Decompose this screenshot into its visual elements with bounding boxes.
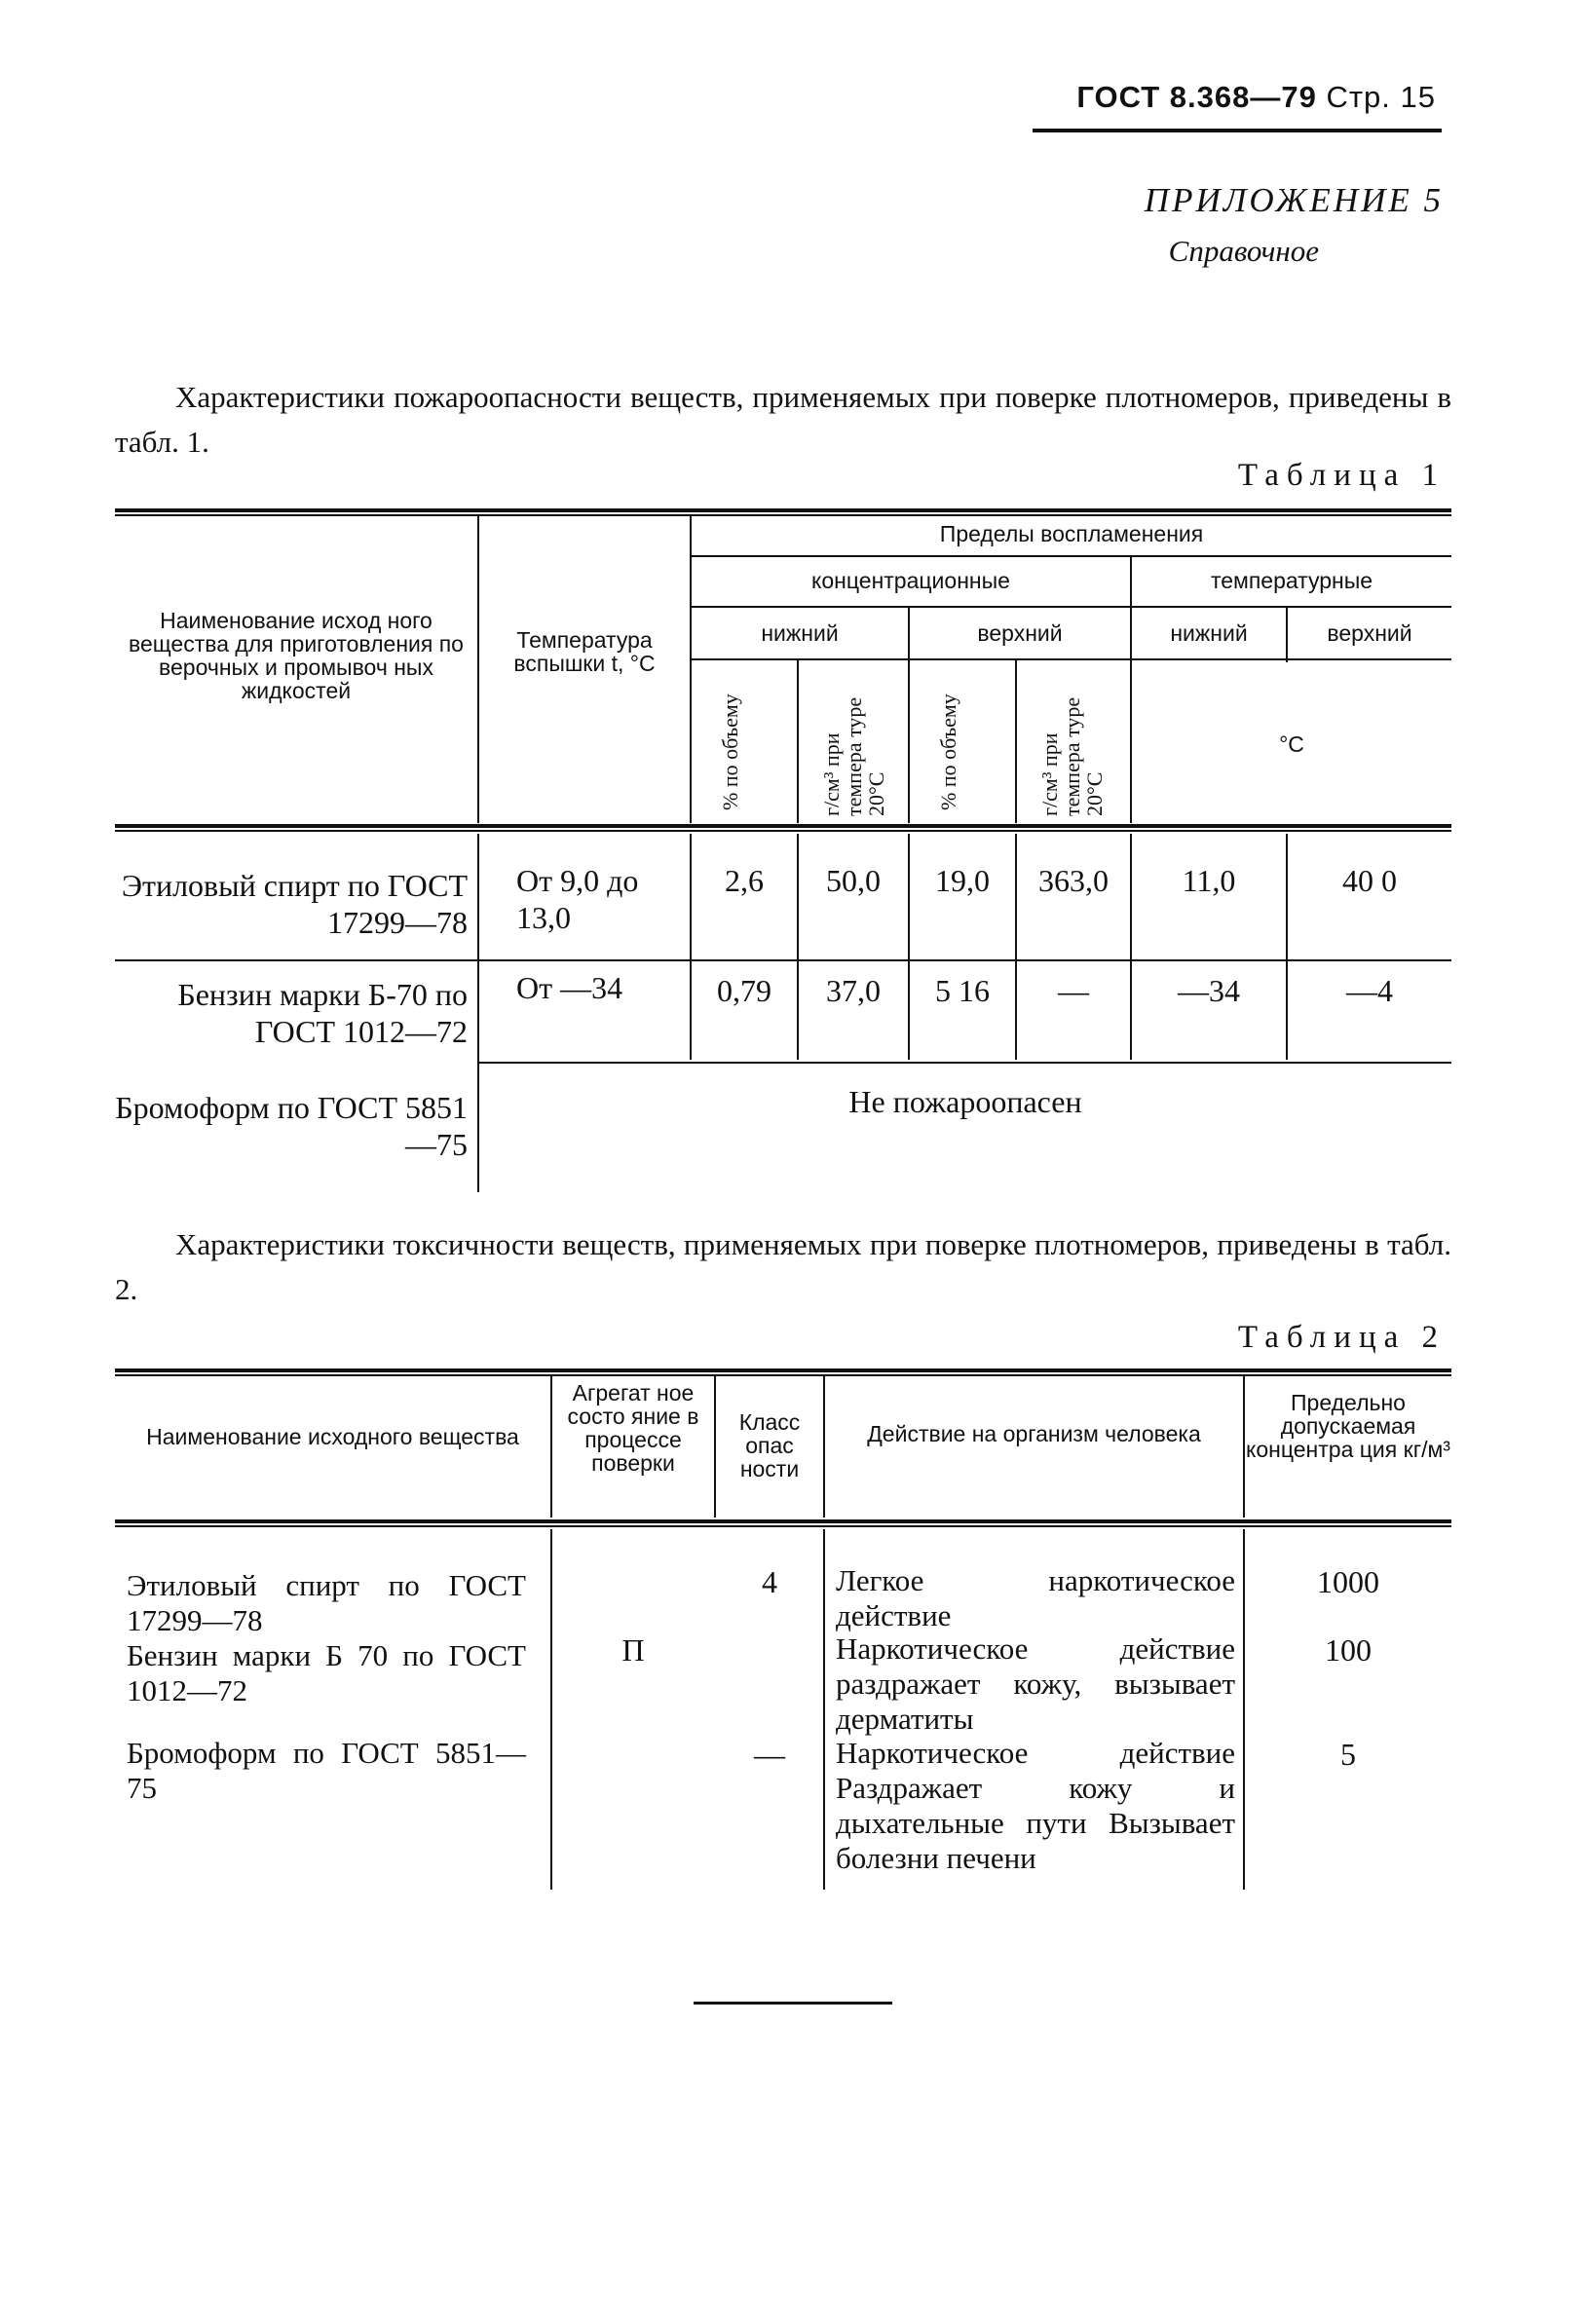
table2-cell-class: 4 xyxy=(762,1564,777,1599)
table1-cell: 2,6 xyxy=(725,863,764,898)
table2-header-state: Агрегат ное состо яние в процессе поверки xyxy=(567,1380,699,1476)
table1-header-gcm: г/см³ при темпера туре 20°С xyxy=(1037,696,1107,816)
table1-hline xyxy=(692,555,1451,557)
header-rule xyxy=(1033,129,1442,132)
table1-cell: —34 xyxy=(1178,973,1240,1008)
table1-header-temp: температурные xyxy=(1210,568,1373,593)
table1-header-conc: концентрационные xyxy=(811,568,1010,593)
table2-header-class: Класс опас ности xyxy=(738,1409,801,1481)
table1-header-gcm: г/см³ при темпера туре 20°С xyxy=(819,696,888,816)
table2-vline xyxy=(550,1529,552,1890)
table1-row-rule xyxy=(115,959,1451,961)
table1-hline xyxy=(692,606,1451,608)
table1-header-upper: верхний xyxy=(977,620,1063,646)
table1-cell: 40 0 xyxy=(1342,863,1397,898)
table1-caption: Таблица 1 xyxy=(1237,458,1446,493)
table1-header-t-lower: нижний xyxy=(1170,620,1248,646)
table2-head-rule-2 xyxy=(115,1525,1451,1527)
table1-cell-flash: От 9,0 до 13,0 xyxy=(516,863,639,935)
table2-vline xyxy=(823,1529,825,1890)
table1-cell-flash: От —34 xyxy=(516,970,623,1005)
table2-cell-name: Бромоформ по ГОСТ 5851—75 xyxy=(127,1736,526,1805)
table2-cell-action: Наркотическое действие Раздражает кожу и дыхательные пути Вызывает болезни печени xyxy=(836,1736,1235,1875)
table1-header-pct: % по объему xyxy=(718,693,742,810)
table2-caption: Таблица 2 xyxy=(1237,1320,1446,1355)
table1-vline xyxy=(690,516,692,823)
page-number: Стр. 15 xyxy=(1326,80,1436,114)
table1-header-flash: Температура вспышки t, °С xyxy=(513,627,656,676)
table1-vline xyxy=(1015,660,1017,823)
table1-row-rule xyxy=(479,1062,1451,1064)
table2-header-conc: Предельно допускаемая концентра ция кг/м³ xyxy=(1246,1390,1450,1462)
table2-cell-class: — xyxy=(754,1737,785,1772)
table1-cell: 363,0 xyxy=(1038,863,1109,898)
table1-cell: 50,0 xyxy=(826,863,881,898)
table1-top-rule xyxy=(115,508,1451,512)
table2-cell-conc: 100 xyxy=(1325,1632,1372,1668)
table1-header-unit: °С xyxy=(1279,731,1304,757)
table1-vline xyxy=(797,660,799,823)
table2-top-rule xyxy=(115,1368,1451,1372)
table1-cell: 37,0 xyxy=(826,973,881,1008)
table1-cell: 0,79 xyxy=(717,973,771,1008)
table1-cell: — xyxy=(1058,973,1089,1008)
table2-cell-name: Бензин марки Б 70 по ГОСТ 1012—72 xyxy=(127,1638,526,1707)
table2-cell-conc: 5 xyxy=(1340,1737,1356,1772)
table1-vline xyxy=(1130,557,1132,823)
table1-header-t-upper: верхний xyxy=(1327,620,1412,646)
table2-header-name: Наименование исходного вещества xyxy=(146,1424,519,1449)
end-rule xyxy=(694,2002,892,2005)
table1-head-rule xyxy=(115,824,1451,828)
table1-cell: 5 16 xyxy=(935,973,990,1008)
table1-header-name: Наименование исход ного вещества для приготовления по верочных и промывоч ных жидкостей xyxy=(129,608,464,703)
table1-cell: 19,0 xyxy=(935,863,990,898)
table1-vline xyxy=(477,834,479,1192)
appendix-subtitle: Справочное xyxy=(1168,234,1319,268)
appendix-title: ПРИЛОЖЕНИЕ 5 xyxy=(1144,181,1444,219)
table2-top-rule-2 xyxy=(115,1374,1451,1376)
table1-cell: —4 xyxy=(1346,973,1393,1008)
table2-cell-state: П xyxy=(621,1632,645,1668)
table1-cell-note: Не пожароопасен xyxy=(848,1084,1082,1119)
intro-paragraph-2: Характеристики токсичности веществ, применяемых при поверке плотномеров, приведены в табл. 2. xyxy=(115,1227,1451,1306)
table2-header-action: Действие на организм человека xyxy=(867,1421,1201,1446)
table2-cell-action: Наркотическое действие раздражает кожу, вызывает дерматиты xyxy=(836,1631,1235,1736)
table2-head-rule xyxy=(115,1519,1451,1523)
table2-cell-action: Легкое наркотическое действие xyxy=(836,1563,1235,1632)
table1-cell-name: Бензин марки Б-70 по ГОСТ 1012—72 xyxy=(177,977,468,1049)
table2-cell-name: Этиловый спирт по ГОСТ 17299—78 xyxy=(127,1568,526,1637)
table1-header-pct: % по объему xyxy=(936,693,960,810)
table1-hline xyxy=(692,658,1451,660)
table1-cell-name: Бромоформ по ГОСТ 5851—75 xyxy=(115,1090,468,1162)
table1-cell-name: Этиловый спирт по ГОСТ 17299—78 xyxy=(121,868,468,940)
table1-cell: 11,0 xyxy=(1182,863,1236,898)
intro-paragraph-1: Характеристики пожароопасности веществ, применяемых при поверке плотномеров, приведены в табл. 1. xyxy=(115,380,1451,459)
table1-header-limits: Пределы воспламенения xyxy=(939,521,1204,546)
table1-header-lower: нижний xyxy=(761,620,839,646)
doc-number: ГОСТ 8.368—79 xyxy=(1076,80,1317,114)
table1-vline xyxy=(477,516,479,823)
table2-cell-conc: 1000 xyxy=(1317,1564,1379,1599)
table2-vline xyxy=(823,1376,825,1518)
page-header xyxy=(1076,80,1436,115)
table1-head-rule-2 xyxy=(115,830,1451,832)
